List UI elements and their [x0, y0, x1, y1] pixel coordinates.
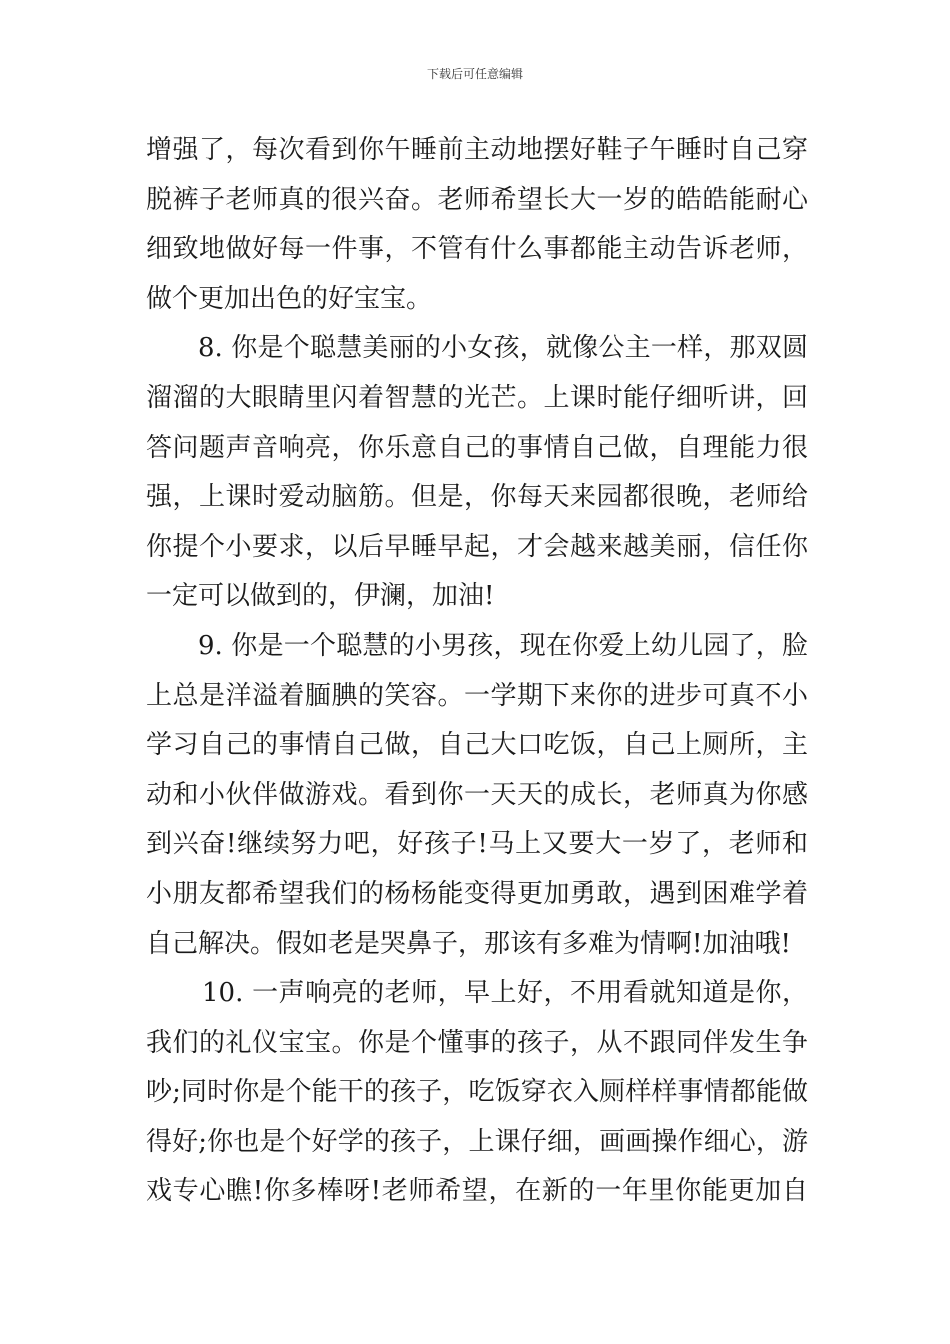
text-line: 细致地做好每一件事，不管有什么事都能主动告诉老师， — [146, 234, 808, 265]
text-line: 做个更加出色的好宝宝。 — [146, 283, 433, 314]
text-line: 9. 你是一个聪慧的小男孩，现在你爱上幼儿园了，脸 — [198, 630, 808, 661]
text-line: 增强了，每次看到你午睡前主动地摆好鞋子午睡时自己穿 — [146, 135, 808, 165]
text-line: 上总是洋溢着腼腆的笑容。一学期下来你的进步可真不小 — [146, 680, 808, 711]
text-line: 强，上课时爱动脑筋。但是，你每天来园都很晚，老师给 — [146, 482, 808, 513]
text-line: 8. 你是个聪慧美丽的小女孩，就像公主一样，那双圆 — [198, 333, 808, 364]
text-line: 戏专心瞧!你多棒呀!老师希望，在新的一年里你能更加自 — [146, 1176, 808, 1207]
text-line: 自己解决。假如老是哭鼻子，那该有多难为情啊!加油哦! — [146, 928, 791, 959]
text-line: 你提个小要求，以后早睡早起，才会越来越美丽，信任你 — [146, 531, 808, 562]
text-line: 我们的礼仪宝宝。你是个懂事的孩子，从不跟同伴发生争 — [146, 1027, 808, 1058]
paragraph-item-10 — [146, 969, 808, 1217]
text-line: 脱裤子老师真的很兴奋。老师希望长大一岁的皓皓能耐心 — [146, 184, 808, 215]
page-header: 下载后可任意编辑 — [426, 67, 523, 81]
text-line: 学习自己的事情自己做，自己大口吃饭，自己上厕所，主 — [146, 730, 808, 761]
text-line: 吵;同时你是个能干的孩子，吃饭穿衣入厕样样事情都能做 — [146, 1077, 808, 1108]
text-line: 得好;你也是个好学的孩子，上课仔细，画画操作细心，游 — [146, 1126, 808, 1157]
text-line: 动和小伙伴做游戏。看到你一天天的成长，老师真为你感 — [146, 779, 808, 810]
text-line: 溜溜的大眼睛里闪着智慧的光芒。上课时能仔细听讲，回 — [146, 382, 808, 413]
paragraph-item-9 — [146, 622, 808, 969]
text-line: 一定可以做到的，伊澜，加油! — [146, 581, 495, 612]
document-body — [146, 126, 808, 1217]
text-line: 10. 一声响亮的老师，早上好，不用看就知道是你， — [202, 978, 808, 1009]
text-line: 到兴奋!继续努力吧，好孩子!马上又要大一岁了，老师和 — [146, 829, 808, 860]
text-line: 小朋友都希望我们的杨杨能变得更加勇敢，遇到困难学着 — [146, 878, 808, 909]
paragraph-item-8 — [146, 324, 808, 622]
text-line: 答问题声音响亮，你乐意自己的事情自己做，自理能力很 — [146, 432, 808, 463]
paragraph-continuation — [146, 126, 808, 324]
